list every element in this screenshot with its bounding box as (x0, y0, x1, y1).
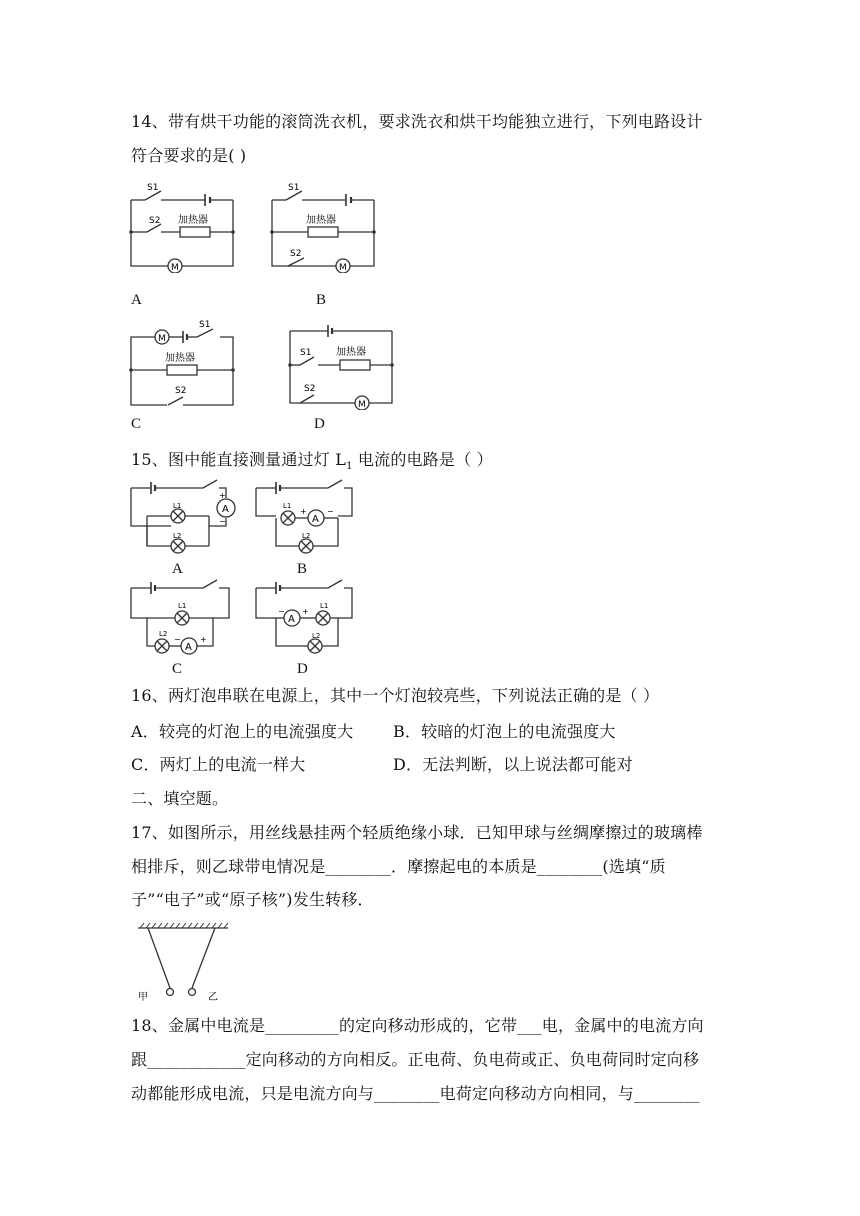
ammeter-icon: A (312, 514, 319, 525)
q16-option-a: A．较亮的灯泡上的电流强度大 (131, 722, 354, 741)
s1-label: S1 (147, 183, 159, 193)
s2-label: S2 (175, 386, 187, 396)
heater-label: 加热器 (165, 353, 195, 364)
q16-option-b: B．较暗的灯泡上的电流强度大 (393, 722, 616, 741)
q15-option-c-label: C (172, 661, 183, 677)
lamp2-label: L2 (312, 632, 321, 640)
lamp2-label: L2 (173, 532, 182, 540)
q15-option-d-label: D (297, 661, 308, 677)
q16-option-d: D．无法判断，以上说法都可能对 (393, 755, 633, 774)
q15-circuit-a (125, 478, 240, 558)
q17-text-line3: 子”“电子”或“原子核”)发生转移． (131, 890, 374, 909)
lamp1-label: L1 (178, 602, 187, 610)
q15-text-part2: 电流的电路是（ ） (352, 450, 493, 469)
q14-circuit-d (284, 315, 399, 410)
heater-label: 加热器 (306, 215, 336, 226)
q17-figure (130, 918, 240, 1003)
svg-text:+: + (302, 607, 309, 616)
ammeter-icon: A (222, 504, 229, 515)
lamp1-label: L1 (283, 502, 292, 510)
q16-text: 16、两灯泡串联在电源上，其中一个灯泡较亮些，下列说法正确的是（ ） (131, 686, 660, 705)
ammeter-icon: A (185, 642, 192, 653)
heater-label: 加热器 (178, 215, 208, 226)
q14-circuit-b (266, 178, 381, 273)
q18-text-line1: 18、金属中电流是_________的定向移动形成的，它带___电，金属中的电流方向 (131, 1016, 704, 1035)
motor-icon: M (339, 263, 347, 273)
s1-label: S1 (199, 320, 211, 330)
lamp2-label: L2 (159, 630, 168, 638)
q14-option-a-label: A (131, 292, 142, 308)
s1-label: S1 (300, 348, 312, 358)
q14-text-line1: 14、带有烘干功能的滚筒洗衣机，要求洗衣和烘干均能独立进行，下列电路设计 (131, 112, 703, 131)
q15-text-part1: 15、图中能直接测量通过灯 L (131, 450, 347, 469)
q14-option-c-label: C (131, 416, 142, 432)
ammeter-icon: A (288, 614, 295, 625)
motor-icon: M (358, 400, 366, 410)
ball-jia-label: 甲 (138, 992, 148, 1003)
section-heading: 二、填空题。 (131, 789, 229, 808)
q14-circuit-c (125, 315, 240, 410)
q15-option-b-label: B (297, 561, 308, 577)
q15-text (131, 450, 493, 477)
svg-text:+: + (200, 635, 207, 644)
svg-text:−: − (278, 607, 285, 616)
q18-text-line3: 动都能形成电流，只是电流方向与________电荷定向移动方向相同，与________ (131, 1084, 700, 1103)
svg-text:+: + (219, 491, 226, 500)
q14-option-d-label: D (314, 416, 325, 432)
q15-circuit-b (250, 478, 365, 558)
s2-label: S2 (149, 216, 161, 226)
ball-yi-label: 乙 (208, 992, 218, 1003)
s2-label: S2 (290, 249, 302, 259)
lamp1-label: L1 (320, 602, 329, 610)
lamp2-label: L2 (302, 532, 311, 540)
q17-text-line2: 相排斥，则乙球带电情况是________．摩擦起电的本质是________(选填“质 (131, 857, 666, 876)
s1-label: S1 (288, 183, 300, 193)
q17-text-line1: 17、如图所示，用丝线悬挂两个轻质绝缘小球．已知甲球与丝绸摩擦过的玻璃棒 (131, 823, 703, 842)
lamp1-label: L1 (173, 502, 182, 510)
q15-sub: 1 (346, 461, 353, 473)
q14-text-line2: 符合要求的是( ) (131, 146, 247, 165)
motor-icon: M (171, 263, 179, 273)
svg-text:−: − (174, 635, 181, 644)
q18-text-line2: 跟____________定向移动的方向相反。正电荷、负电荷或正、负电荷同时定向移 (131, 1050, 700, 1069)
q14-option-b-label: B (316, 292, 327, 308)
q15-option-a-label: A (172, 561, 183, 577)
svg-text:+: + (300, 507, 307, 516)
q16-option-c: C．两灯上的电流一样大 (131, 755, 306, 774)
motor-icon: M (158, 334, 166, 344)
q14-circuit-a (125, 178, 240, 273)
s2-label: S2 (304, 384, 316, 394)
svg-text:−: − (327, 507, 334, 516)
q15-circuit-d (250, 578, 365, 658)
svg-text:−: − (219, 517, 226, 526)
heater-label: 加热器 (336, 347, 366, 358)
q15-circuit-c (125, 578, 240, 658)
